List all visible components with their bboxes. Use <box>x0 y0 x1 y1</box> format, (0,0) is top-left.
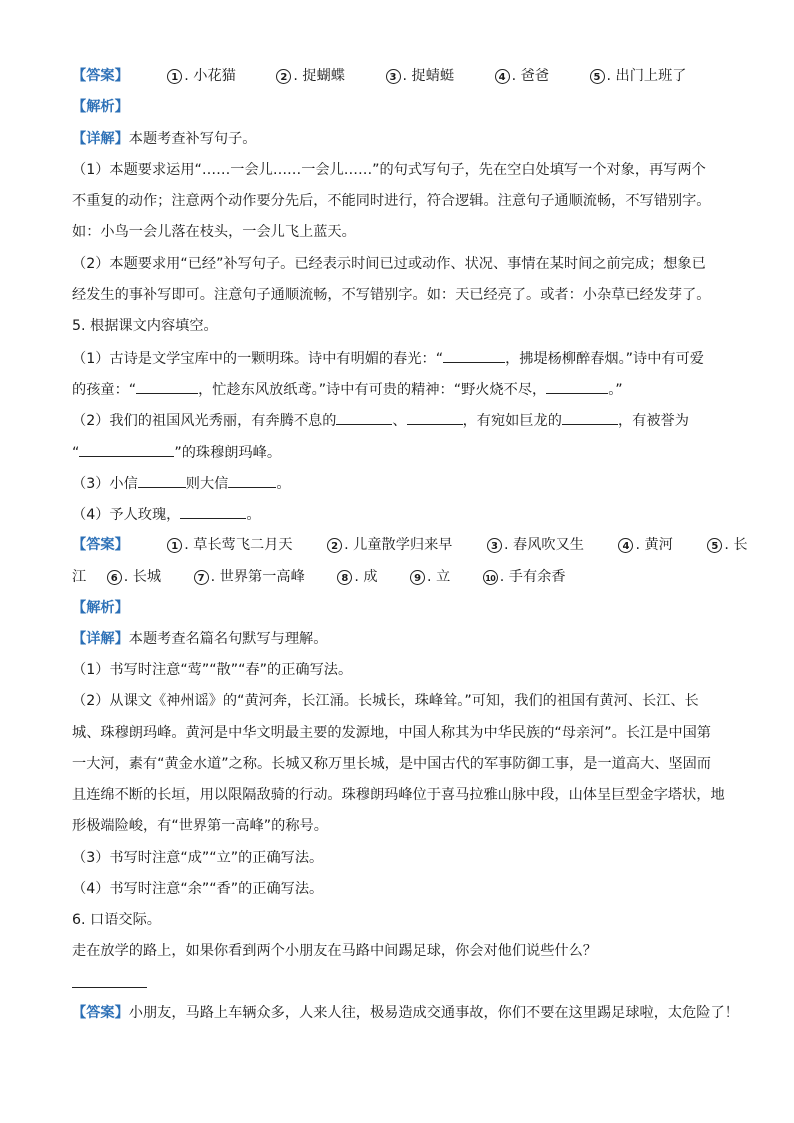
answer-text: . 小花猫 <box>184 68 236 84</box>
q4-line-5: 经发生的事补写即可。注意句子通顺流畅，不写错别字。如：天已经亮了。或者：小杂草已经发芽了。 <box>72 287 711 303</box>
circle-number: 8 <box>337 570 352 585</box>
q5-answer-7 <box>194 567 305 587</box>
q5-answer-1 <box>167 535 292 555</box>
circle-number: 1 <box>167 69 182 84</box>
q5-answer-2 <box>327 535 452 555</box>
fill-text: 则大信 <box>185 476 229 492</box>
q4-answer-2 <box>276 66 345 86</box>
fill-blank[interactable] <box>562 410 618 425</box>
detail-tag: 【详解】 <box>72 631 129 647</box>
fill-blank[interactable] <box>443 348 505 363</box>
circle-number: 6 <box>107 570 122 585</box>
fill-text: ，拂堤杨柳醉春烟。”诗中有可爱 <box>505 351 704 367</box>
answer-text: . 草长莺飞二月天 <box>184 537 293 553</box>
answer-text: 小朋友，马路上车辆众多，人来人往，极易造成交通事故，你们不要在这里踢足球啦，太危险了！ <box>128 1005 739 1021</box>
fill-text: （3）小信 <box>72 476 138 492</box>
circle-number: 9 <box>410 570 425 585</box>
q4-answer-3 <box>386 66 455 86</box>
circle-number: 2 <box>276 69 291 84</box>
q4-line-4: （2）本题要求用“已经”补写句子。已经表示时间已过或动作、状况、事情在某时间之前完成；想象已 <box>72 256 706 272</box>
fill-text: （1）古诗是文学宝库中的一颗明珠。诗中有明媚的春光：“ <box>72 351 444 367</box>
circle-number: 5 <box>707 538 722 553</box>
q5-fill-1 <box>72 348 794 369</box>
fill-blank[interactable] <box>138 473 186 488</box>
answer-text: . 儿童散学归来早 <box>344 537 453 553</box>
answer-text: . 春风吹又生 <box>504 537 584 553</box>
circle-number: 4 <box>495 69 510 84</box>
answer-text: . 出门上班了 <box>606 68 687 84</box>
circle-number: 1 <box>167 538 182 553</box>
detail-text: 本题考查名篇名句默写与理解。 <box>128 631 328 647</box>
answer-text: . 立 <box>427 569 451 585</box>
fill-blank[interactable] <box>407 410 463 425</box>
fill-text: 。 <box>276 476 291 492</box>
q4-line-2: 不重复的动作；注意两个动作要分先后，不能同时进行，符合逻辑。注意句子通顺流畅，不写错别字。 <box>72 193 711 209</box>
answer-tag: 【答案】 <box>72 1005 129 1021</box>
q5-fill-5 <box>72 473 794 494</box>
circle-number: 10 <box>483 570 498 585</box>
fill-text: ，有被誉为 <box>617 413 689 429</box>
q5-answer-5 <box>707 535 747 555</box>
fill-blank[interactable] <box>79 442 174 457</box>
q6-answer <box>72 1003 794 1023</box>
q5-answer-6 <box>107 567 161 587</box>
q5-line-2: （2）从课文《神州谣》的“黄河奔，长江涌。长城长，珠峰耸。”可知，我们的祖国有黄河、长江、长 <box>72 693 699 709</box>
q5-line-4: 一大河，素有“黄金水道”之称。长城又称万里长城，是中国古代的军事防御工事，是一道高大、坚固而 <box>72 756 711 772</box>
fill-blank[interactable] <box>136 379 198 394</box>
fill-text: ”的珠穆朗玛峰。 <box>174 445 282 461</box>
q5-fill-4 <box>72 442 794 463</box>
q4-answer-4 <box>495 66 549 86</box>
fill-text: （2）我们的祖国风光秀丽，有奔腾不息的 <box>72 413 337 429</box>
answer-text: 江 <box>72 569 87 585</box>
answer-text: . 捉蜻蜓 <box>402 68 455 84</box>
q4-line-3: 如：小鸟一会儿落在枝头，一会儿飞上蓝天。 <box>72 224 356 240</box>
q5-answer-row-1 <box>72 535 794 555</box>
q5-fill-3 <box>72 410 794 431</box>
q5-answer-9 <box>410 567 450 587</box>
analysis-tag: 【解析】 <box>72 99 129 115</box>
answer-tag: 【答案】 <box>72 537 129 553</box>
answer-text: . 爸爸 <box>511 68 550 84</box>
circle-number: 7 <box>194 570 209 585</box>
answer-text: . 手有余香 <box>499 569 566 585</box>
fill-blank[interactable] <box>180 504 246 519</box>
fill-text: 。” <box>608 382 623 398</box>
circle-number: 5 <box>590 69 605 84</box>
answer-blank-line[interactable] <box>72 987 147 988</box>
detail-tag: 【详解】 <box>72 131 129 147</box>
answer-text: . 长城 <box>123 569 162 585</box>
circle-number: 3 <box>487 538 502 553</box>
q5-fill-6 <box>72 504 794 525</box>
q5-line-5: 且连绵不断的长垣，用以限隔敌骑的行动。珠穆朗玛峰位于喜马拉雅山脉中段，山体呈巨型金字塔状，地 <box>72 787 725 803</box>
q4-answer-1 <box>167 66 236 86</box>
answer-text: . 世界第一高峰 <box>210 569 305 585</box>
q5-detail <box>72 629 794 649</box>
q5-line-7: （3）书写时注意“成”“立”的正确写法。 <box>72 850 324 866</box>
fill-blank[interactable] <box>546 379 608 394</box>
fill-text: 。 <box>246 507 261 523</box>
fill-text: （4）予人玫瑰， <box>72 507 181 523</box>
fill-text: “ <box>72 445 80 461</box>
q5-line-3: 城、珠穆朗玛峰。黄河是中华文明最主要的发源地，中国人称其为中华民族的“母亲河”。长江是中国第 <box>72 725 711 741</box>
answer-text: . 黄河 <box>635 537 673 553</box>
q6-title: 6. 口语交际。 <box>72 912 161 928</box>
q5-answer-4 <box>618 535 672 555</box>
analysis-tag: 【解析】 <box>72 600 129 616</box>
q4-answer-5 <box>590 66 687 86</box>
q4-line-1: （1）本题要求运用“……一会儿……一会儿……”的句式写句子，先在空白处填写一个对象，再写两个 <box>72 162 706 178</box>
fill-blank[interactable] <box>336 410 392 425</box>
circle-number: 2 <box>327 538 342 553</box>
fill-text: 、 <box>392 413 407 429</box>
q5-line-1: （1）书写时注意“莺”“散”“春”的正确写法。 <box>72 662 353 678</box>
fill-blank[interactable] <box>228 473 276 488</box>
answer-text: . 长 <box>724 537 748 553</box>
q5-line-6: 形极端险峻，有“世界第一高峰”的称号。 <box>72 818 328 834</box>
q5-title: 5. 根据课文内容填空。 <box>72 318 218 334</box>
fill-text: 的孩童：“ <box>72 382 137 398</box>
answer-tag: 【答案】 <box>72 68 129 84</box>
q6-question: 走在放学的路上，如果你看到两个小朋友在马路中间踢足球，你会对他们说些什么？ <box>72 943 597 959</box>
q5-answer-8 <box>337 567 377 587</box>
fill-text: ，有宛如巨龙的 <box>462 413 562 429</box>
detail-text: 本题考查补写句子。 <box>128 131 257 147</box>
q5-answer-3 <box>487 535 584 555</box>
circle-number: 4 <box>618 538 633 553</box>
q4-answer-row <box>72 66 794 86</box>
q5-fill-2 <box>72 379 794 400</box>
q5-answer-10 <box>483 567 566 587</box>
q4-detail <box>72 129 794 149</box>
fill-text: ，忙趁东风放纸鸢。”诗中有可贵的精神：“野火烧不尽， <box>198 382 547 398</box>
q5-answer-row-2 <box>72 567 794 587</box>
answer-text: . 捉蝴蝶 <box>293 68 345 84</box>
circle-number: 3 <box>386 69 401 84</box>
q5-line-8: （4）书写时注意“余”“香”的正确写法。 <box>72 881 324 897</box>
answer-text: . 成 <box>354 569 378 585</box>
